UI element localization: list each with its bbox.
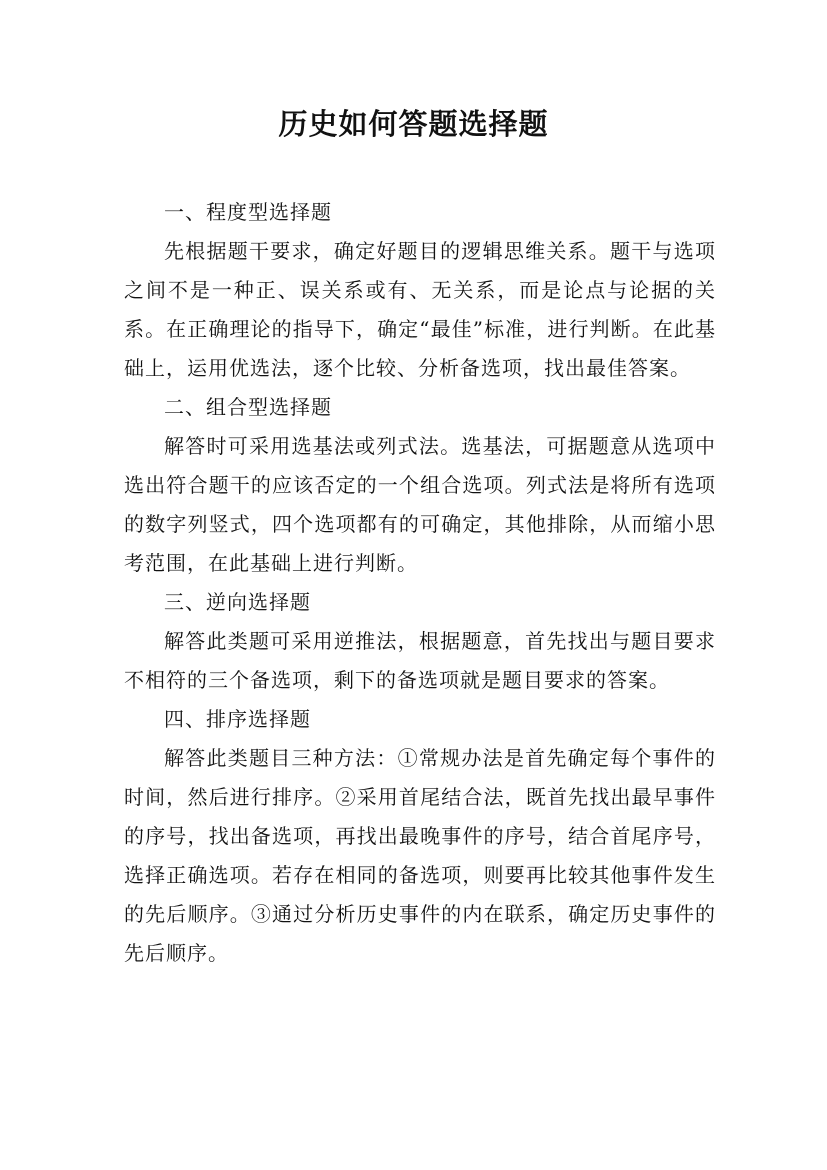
document-title: 历史如何答题选择题 (278, 107, 549, 141)
section-heading: 一、程度型选择题 (164, 200, 332, 224)
section-paragraph: 解答时可采用选基法或列式法。选基法，可据题意从选项中选出符合题干的应该否定的一个组合选项。列式法是将所有选项的数字列竖式，四个选项都有的可确定，其他排除，从而缩小思考范围，在此基础上进行判断。 (124, 434, 716, 575)
document-body (124, 193, 716, 973)
section-ordering-choice (124, 700, 716, 973)
section-paragraph: 解答此类题目三种方法：①常规办法是首先确定每个事件的时间，然后进行排序。②采用首尾结合法，既首先找出最早事件的序号，找出备选项，再找出最晚事件的序号，结合首尾序号，选择正确选项。若存在相同的备选项，则要再比较其他事件发生的先后顺序。③通过分析历史事件的内在联系，确定历史事件的先后顺序。 (124, 746, 716, 965)
section-paragraph: 先根据题干要求，确定好题目的逻辑思维关系。题干与选项之间不是一种正、误关系或有、无关系，而是论点与论据的关系。在正确理论的指导下，确定“最佳”标准，进行判断。在此基础上，运用优选法，逐个比较、分析备选项，找出最佳答案。 (124, 239, 716, 380)
section-paragraph: 解答此类题可采用逆推法，根据题意，首先找出与题目要求不相符的三个备选项，剩下的备选项就是题目要求的答案。 (124, 629, 716, 692)
section-degree-choice (124, 193, 716, 388)
section-heading: 二、组合型选择题 (164, 395, 332, 419)
section-heading: 四、排序选择题 (164, 707, 311, 731)
section-combination-choice (124, 388, 716, 583)
section-heading: 三、逆向选择题 (164, 590, 311, 614)
section-reverse-choice (124, 583, 716, 700)
